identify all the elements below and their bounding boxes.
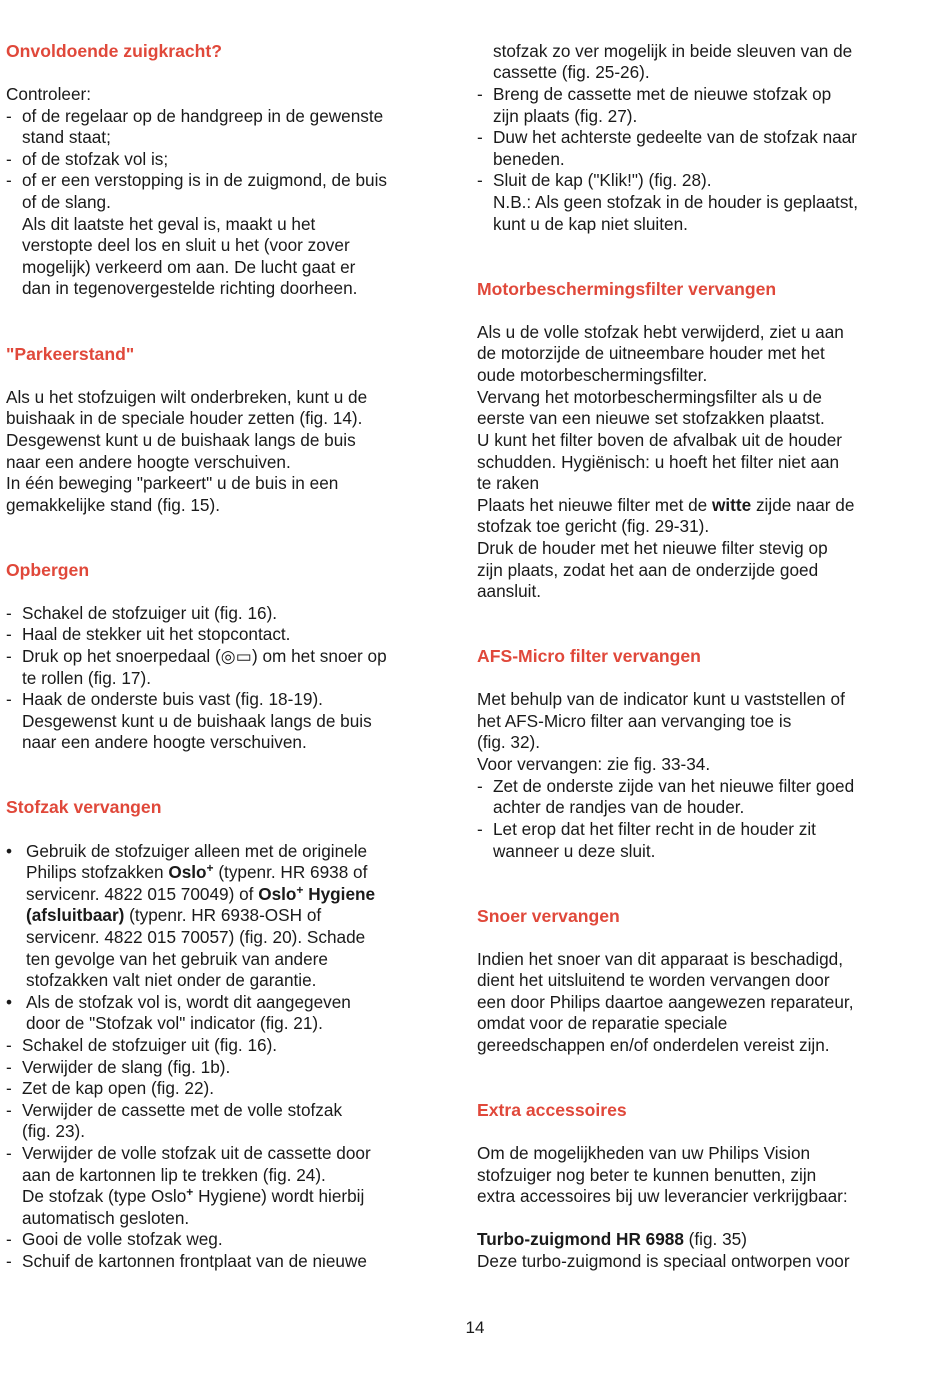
- list-item-cont: De stofzak (type Oslo+ Hygiene) wordt hierbij: [22, 1185, 365, 1206]
- paragraph-line: zijn plaats, zodat het aan de onderzijde goed: [477, 560, 819, 580]
- paragraph-line: oude motorbeschermingsfilter.: [477, 365, 708, 385]
- paragraph-line: Als u de volle stofzak hebt verwijderd, ziet u aan: [477, 322, 844, 342]
- list-item-cont: (fig. 23).: [22, 1121, 86, 1141]
- paragraph-line: Turbo-zuigmond HR 6988 (fig. 35): [477, 1229, 747, 1249]
- list-item-cont: te rollen (fig. 17).: [22, 668, 151, 688]
- paragraph-line: Indien het snoer van dit apparaat is beschadigd,: [477, 949, 843, 969]
- list-item-cont: automatisch gesloten.: [22, 1208, 190, 1228]
- bullet-item-cont: servicenr. 4822 015 70049) of Oslo+ Hygiene: [26, 883, 376, 904]
- paragraph-line: gereedschappen en/of onderdelen vereist zijn.: [477, 1035, 830, 1055]
- list-item-cont: naar een andere hoogte verschuiven.: [22, 732, 307, 752]
- list-item-cont: zijn plaats (fig. 27).: [493, 106, 638, 126]
- list-item-cont: beneden.: [493, 149, 565, 169]
- paragraph-line: de motorzijde de uitneembare houder met het: [477, 343, 825, 363]
- paragraph-line: te raken: [477, 473, 540, 493]
- paragraph-line: stofzuiger nog beter te kunnen benutten, zijn: [477, 1165, 817, 1185]
- list-item-cont: Desgewenst kunt u de buishaak langs de buis: [22, 711, 372, 731]
- list-item-cont: stand staat;: [22, 127, 111, 147]
- paragraph-line: Druk de houder met het nieuwe filter stevig op: [477, 538, 828, 558]
- heading-parkeerstand: "Parkeerstand": [6, 344, 135, 364]
- heading-stofzak-vervangen: Stofzak vervangen: [6, 797, 162, 817]
- paragraph-line: dient het uitsluitend te worden vervangen door: [477, 970, 830, 990]
- paragraph-line: gemakkelijke stand (fig. 15).: [6, 495, 220, 515]
- list-item-cont: mogelijk) verkeerd om aan. De lucht gaat er: [22, 257, 356, 277]
- paragraph-line: omdat voor de reparatie speciale: [477, 1013, 728, 1033]
- paragraph-line: Plaats het nieuwe filter met de witte zijde naar de: [477, 495, 855, 515]
- paragraph-line: eerste van een nieuwe set stofzakken plaatst.: [477, 408, 825, 428]
- list-item-cont: Als dit laatste het geval is, maakt u het: [22, 214, 316, 234]
- page-number: 14: [465, 1318, 485, 1337]
- paragraph-line: Voor vervangen: zie fig. 33-34.: [477, 754, 711, 774]
- paragraph-line: extra accessoires bij uw leverancier verkrijgbaar:: [477, 1186, 848, 1206]
- paragraph-line: Deze turbo-zuigmond is speciaal ontworpen voor: [477, 1251, 850, 1271]
- paragraph-line: Om de mogelijkheden van uw Philips Vision: [477, 1143, 811, 1163]
- paragraph-line: aansluit.: [477, 581, 542, 601]
- heading-opbergen: Opbergen: [6, 560, 90, 580]
- list-item-cont: dan in tegenovergestelde richting doorheen.: [22, 278, 358, 298]
- bullet-item-cont: servicenr. 4822 015 70057) (fig. 20). Schade: [26, 927, 366, 947]
- bullet-item-cont: Philips stofzakken Oslo+ (typenr. HR 6938 of: [26, 861, 368, 882]
- bullet-item-cont: stofzakken valt niet onder de garantie.: [26, 970, 317, 990]
- bullet-item-cont: ten gevolge van het gebruik van andere: [26, 949, 328, 969]
- list-item-cont: stofzak zo ver mogelijk in beide sleuven van de: [493, 41, 853, 61]
- paragraph-line: Als u het stofzuigen wilt onderbreken, kunt u de: [6, 387, 368, 407]
- paragraph-line: In één beweging "parkeert" u de buis in een: [6, 473, 339, 493]
- paragraph-line: (fig. 32).: [477, 732, 541, 752]
- paragraph-line: buishaak in de speciale houder zetten (fig. 14).: [6, 408, 363, 428]
- heading-onvoldoende-zuigkracht: Onvoldoende zuigkracht?: [6, 41, 223, 61]
- heading-afs-micro-filter: AFS-Micro filter vervangen: [477, 646, 701, 666]
- controleer-label: Controleer:: [6, 84, 92, 104]
- list-item-cont: cassette (fig. 25-26).: [493, 62, 650, 82]
- paragraph-line: een door Philips daartoe aangewezen reparateur,: [477, 992, 854, 1012]
- note-line: kunt u de kap niet sluiten.: [493, 214, 688, 234]
- paragraph-line: naar een andere hoogte verschuiven.: [6, 452, 291, 472]
- list-item-cont: achter de randjes van de houder.: [493, 797, 745, 817]
- list-item-cont: verstopte deel los en sluit u het (voor zover: [22, 235, 350, 255]
- heading-motorbeschermingsfilter: Motorbeschermingsfilter vervangen: [477, 279, 777, 299]
- list-item-cont: of de slang.: [22, 192, 111, 212]
- paragraph-line: U kunt het filter boven de afvalbak uit de houder: [477, 430, 842, 450]
- paragraph-line: het AFS-Micro filter aan vervanging toe is: [477, 711, 792, 731]
- paragraph-line: schudden. Hygiënisch: u hoeft het filter niet aan: [477, 452, 840, 472]
- bullet-item-cont: door de "Stofzak vol" indicator (fig. 21).: [26, 1013, 323, 1033]
- bullet-item-cont: (afsluitbaar) (typenr. HR 6938-OSH of: [26, 905, 322, 925]
- heading-extra-accessoires: Extra accessoires: [477, 1100, 627, 1120]
- list-item-cont: wanneer u deze sluit.: [493, 841, 656, 861]
- paragraph-line: Met behulp van de indicator kunt u vaststellen of: [477, 689, 845, 709]
- note-line: N.B.: Als geen stofzak in de houder is geplaatst,: [493, 192, 858, 212]
- paragraph-line: Vervang het motorbeschermingsfilter als u de: [477, 387, 822, 407]
- heading-snoer-vervangen: Snoer vervangen: [477, 906, 620, 926]
- list-item-cont: aan de kartonnen lip te trekken (fig. 24).: [22, 1165, 326, 1185]
- paragraph-line: Desgewenst kunt u de buishaak langs de buis: [6, 430, 356, 450]
- paragraph-line: stofzak toe gericht (fig. 29-31).: [477, 516, 710, 536]
